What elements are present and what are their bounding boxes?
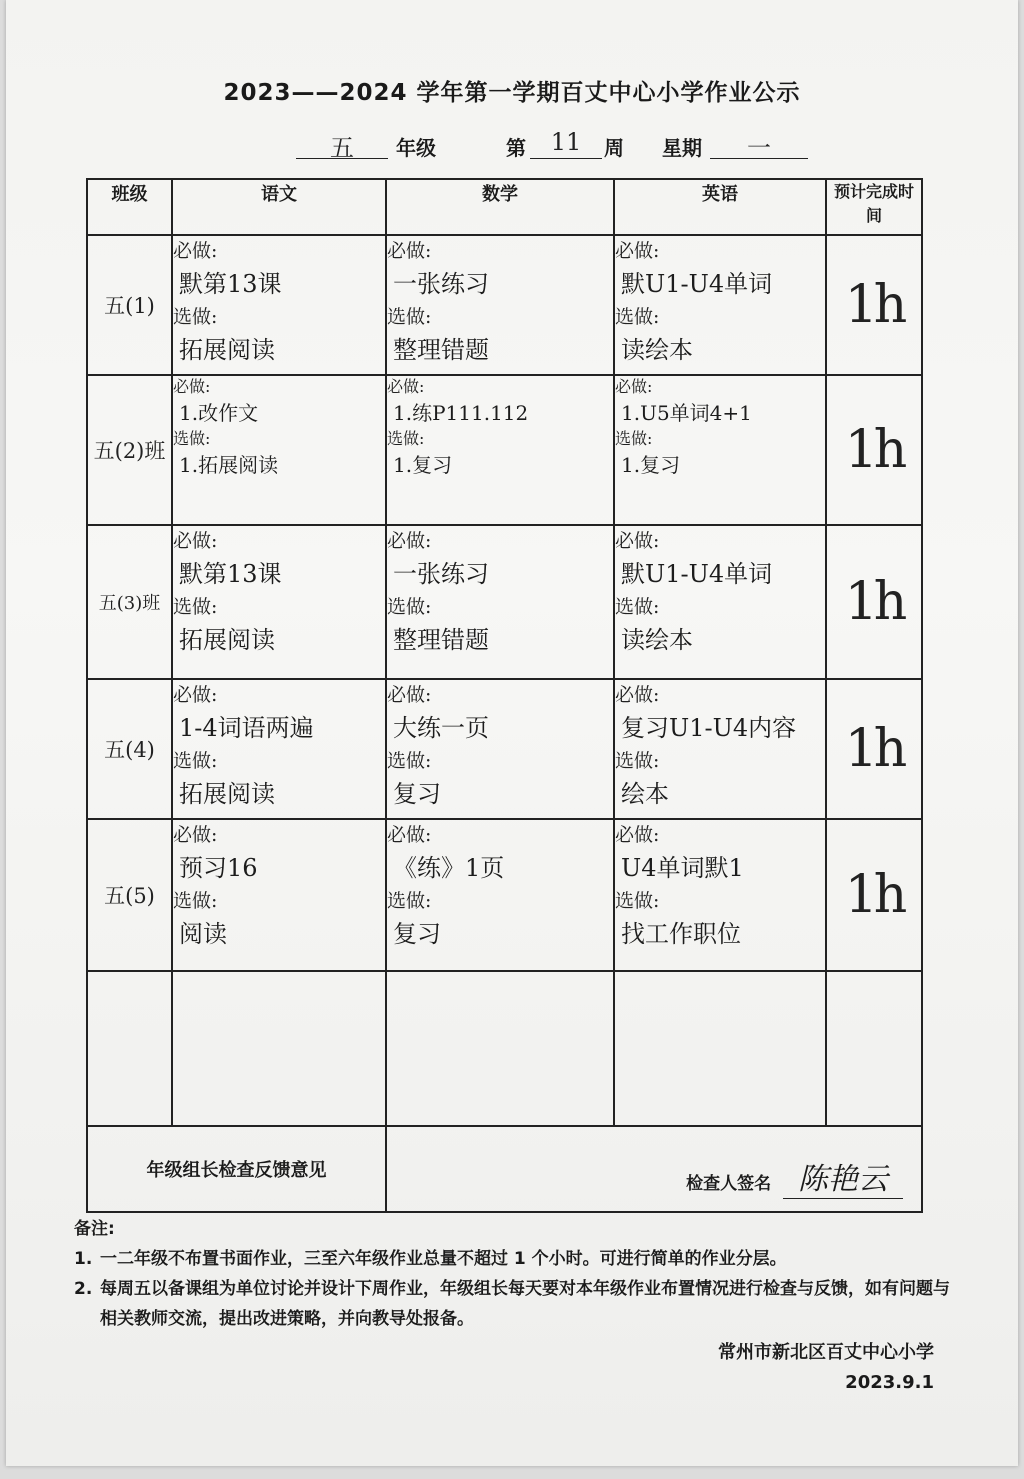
feedback-row [87,1126,922,1212]
optional-label: 选做: [173,429,211,448]
class-cell: 五(3)班 [87,525,172,679]
grade-blank [296,128,388,162]
empty-cell [614,971,826,1126]
time-cell: 1h [826,525,922,679]
feedback-area [386,1126,922,1212]
must-item: 1.U5单词4+1 [621,401,752,425]
must-label: 必做: [387,377,425,396]
weekday-label: 星期 [662,136,702,160]
optional-item: 复习 [393,920,441,948]
paper-sheet [6,0,1018,1466]
optional-label: 选做: [173,596,218,618]
optional-item: 整理错题 [393,336,489,364]
english-cell [614,525,826,679]
header-class: 班级 [87,179,172,235]
signature: 陈艳云 [783,1154,903,1199]
english-cell [614,375,826,525]
empty-cell [386,971,614,1126]
must-label: 必做: [387,530,432,552]
header-math: 数学 [386,179,614,235]
note-item [74,1274,954,1334]
optional-label: 选做: [615,890,660,912]
chinese-cell [172,525,386,679]
math-cell [386,679,614,819]
math-cell [386,819,614,971]
note-number: 2. [74,1279,93,1299]
chinese-cell [172,375,386,525]
optional-item: 拓展阅读 [179,626,275,654]
empty-cell [826,971,922,1126]
week-prefix: 第 [506,136,526,160]
optional-label: 选做: [387,890,432,912]
must-item: 1.改作文 [179,401,259,425]
must-item: 复习U1-U4内容 [621,714,797,742]
chinese-cell [172,235,386,375]
homework-table [86,178,923,1213]
week-value: 11 [550,128,582,156]
optional-label: 选做: [387,596,432,618]
must-item: 1.练P111.112 [393,401,529,425]
english-cell [614,679,826,819]
feedback-label: 年级组长检查反馈意见 [87,1126,386,1212]
table-row [87,819,922,971]
optional-label: 选做: [173,890,218,912]
school-name: 常州市新北区百丈中心小学 [718,1342,934,1363]
optional-label: 选做: [173,750,218,772]
issue-date: 2023.9.1 [845,1372,934,1393]
optional-item: 找工作职位 [621,920,741,948]
note-item [74,1244,954,1274]
table-row [87,235,922,375]
chinese-cell [172,819,386,971]
math-cell [386,375,614,525]
must-label: 必做: [387,240,432,262]
header-time: 预计完成时间 [826,179,922,235]
optional-item: 拓展阅读 [179,780,275,808]
optional-item: 读绘本 [621,626,693,654]
must-item: 预习16 [179,854,258,882]
must-item: 默第13课 [179,560,282,588]
time-cell: 1h [826,679,922,819]
weekday-value: 一 [747,134,771,162]
empty-cell [87,971,172,1126]
grade-label: 年级 [396,136,436,160]
table-row [87,679,922,819]
notes-section [74,1214,954,1334]
must-label: 必做: [615,240,660,262]
math-cell [386,525,614,679]
must-item: 1-4词语两遍 [179,714,314,742]
time-cell: 1h [826,235,922,375]
class-cell: 五(1) [87,235,172,375]
must-label: 必做: [615,684,660,706]
grade-value: 五 [330,134,354,162]
must-label: 必做: [173,824,218,846]
document-title: 2023——2024 学年第一学期百丈中心小学作业公示 [223,80,801,106]
must-label: 必做: [615,530,660,552]
english-cell [614,235,826,375]
must-label: 必做: [615,824,660,846]
optional-label: 选做: [615,306,660,328]
chinese-cell [172,679,386,819]
grade-week-line [296,128,816,162]
optional-item: 整理错题 [393,626,489,654]
must-item: 默U1-U4单词 [621,560,773,588]
time-cell: 1h [826,375,922,525]
math-cell [386,235,614,375]
note-text: 一二年级不布置书面作业，三至六年级作业总量不超过 1 个小时。可进行简单的作业分层。 [100,1249,787,1269]
optional-item: 读绘本 [621,336,693,364]
header-row [87,179,922,235]
must-label: 必做: [387,824,432,846]
must-item: 一张练习 [393,270,489,298]
class-cell: 五(4) [87,679,172,819]
header-english: 英语 [614,179,826,235]
signer-block [686,1154,903,1199]
empty-cell [172,971,386,1126]
note-text: 每周五以备课组为单位讨论并设计下周作业，年级组长每天要对本年级作业布置情况进行检查与反馈，如有问题与相关教师交流，提出改进策略，并向教导处报备。 [100,1279,950,1329]
header-chinese: 语文 [172,179,386,235]
must-item: 默第13课 [179,270,282,298]
table-row [87,375,922,525]
optional-item: 1.复习 [393,453,453,477]
notes-heading: 备注: [74,1219,115,1239]
table-row [87,525,922,679]
class-cell: 五(2)班 [87,375,172,525]
must-label: 必做: [173,684,218,706]
optional-label: 选做: [615,750,660,772]
time-cell: 1h [826,819,922,971]
optional-item: 拓展阅读 [179,336,275,364]
must-item: 默U1-U4单词 [621,270,773,298]
optional-item: 阅读 [179,920,227,948]
optional-item: 绘本 [621,780,669,808]
english-cell [614,819,826,971]
optional-label: 选做: [615,596,660,618]
week-suffix: 周 [604,136,624,160]
optional-item: 复习 [393,780,441,808]
optional-label: 选做: [387,306,432,328]
must-label: 必做: [615,377,653,396]
optional-label: 选做: [615,429,653,448]
optional-label: 选做: [173,306,218,328]
weekday-blank [710,128,808,162]
optional-item: 1.拓展阅读 [179,453,279,477]
empty-row [87,971,922,1126]
must-item: 大练一页 [393,714,489,742]
must-item: U4单词默1 [621,854,744,882]
must-label: 必做: [387,684,432,706]
note-number: 1. [74,1249,93,1269]
must-label: 必做: [173,377,211,396]
optional-item: 1.复习 [621,453,681,477]
must-item: 一张练习 [393,560,489,588]
class-cell: 五(5) [87,819,172,971]
must-item: 《练》1页 [393,854,505,882]
optional-label: 选做: [387,429,425,448]
must-label: 必做: [173,240,218,262]
optional-label: 选做: [387,750,432,772]
signer-label: 检查人签名 [686,1174,772,1194]
week-blank [530,128,602,159]
must-label: 必做: [173,530,218,552]
